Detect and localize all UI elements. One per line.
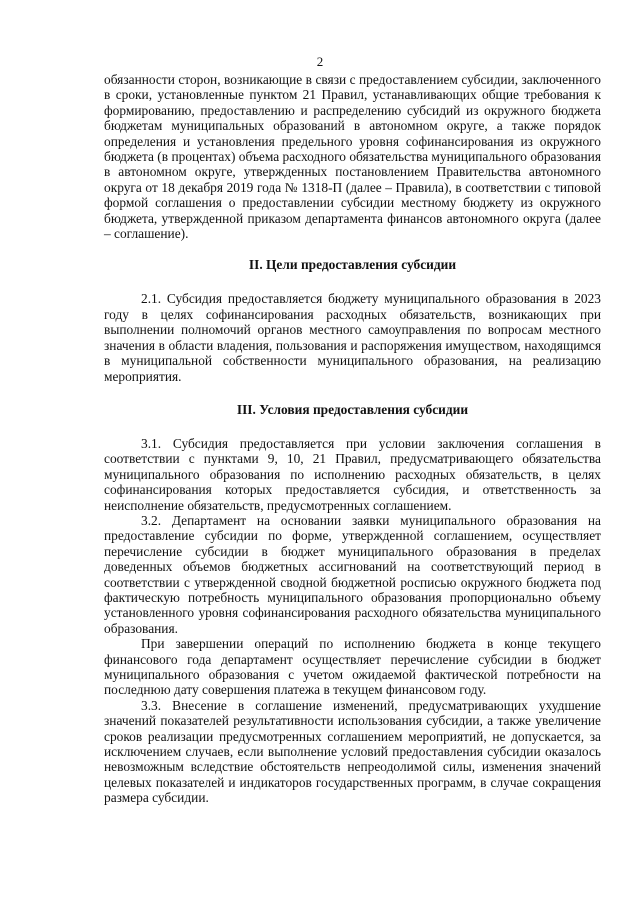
page-number: 2 — [316, 54, 324, 69]
paragraph-2-1: 2.1. Субсидия предоставляется бюджету муниципального образования в 2023 году в целях софинансирования расходных обязательств, возникающих при выполнении полномочий органов местного самоуправления по вопросам местного значения в области владения, пользования и распоряжения имуществом, находящимся в муниципальной собственности муниципального образования, на реализацию мероприятия. — [104, 291, 601, 384]
section-2-title: II. Цели предоставления субсидии — [248, 257, 457, 273]
paragraph-3-1: 3.1. Субсидия предоставляется при условии заключения соглашения в соответствии с пунктами 9, 10, 21 Правил, предусматривающего обязательства муниципального образования по исполнению расходных обязательств, в целях софинансирования которых предоставляется субсидия, и ответственность за неисполнение обязательств, предусмотренных соглашением. — [104, 435, 601, 513]
paragraph-3-2: 3.2. Департамент на основании заявки муниципального образования на предоставление субсидии по форме, утвержденной соглашением, осуществляет перечисление субсидии в бюджет муниципального образования в пределах доведенных объемов бюджетных ассигнований на соответствующий период в соответствии с утвержденной сводной бюджетной росписью окружного бюджета под фактическую потребность муниципального образования пропорционально объему установленного уровня софинансирования расходного обязательства муниципального образования. — [104, 512, 601, 636]
intro-paragraph: обязанности сторон, возникающие в связи с предоставлением субсидии, заключенного в сроки, установленные пунктом 21 Правил, устанавливающих общие требования к формированию, предоставлению и распределению субсидий из окружного бюджета бюджетам муниципальных образований в автономном округе, а также порядок определения и установления предельного уровня софинансирования из окружного бюджета (в процентах) объема расходного обязательства муниципального образования в автономном округе, утвержденных постановлением Правительства автономного округа от 18 декабря 2019 года № 1318-П (далее – Правила), в соответствии с типовой формой соглашения о предоставлении субсидии местному бюджету из окружного бюджета, утвержденной приказом департамента финансов автономного округа (далее – соглашение). — [104, 72, 601, 242]
document-body — [104, 72, 601, 806]
section-3-title: III. Условия предоставления субсидии — [236, 401, 469, 417]
paragraph-3-3: 3.3. Внесение в соглашение изменений, предусматривающих ухудшение значений показателей результативности использования субсидии, а также увеличение сроков реализации предусмотренных соглашением мероприятий, не допускается, за исключением случаев, если выполнение условий предоставления субсидии оказалось невозможным вследствие обстоятельств непреодолимой силы, изменения значений целевых показателей и индикаторов государственных программ, в случае сокращения размера субсидии. — [104, 697, 601, 806]
paragraph-3-2-continued: При завершении операций по исполнению бюджета в конце текущего финансового года департамент осуществляет перечисление субсидии в бюджет муниципального образования с учетом ожидаемой фактической потребности на последнюю дату совершения платежа в текущем финансовом году. — [104, 636, 601, 698]
